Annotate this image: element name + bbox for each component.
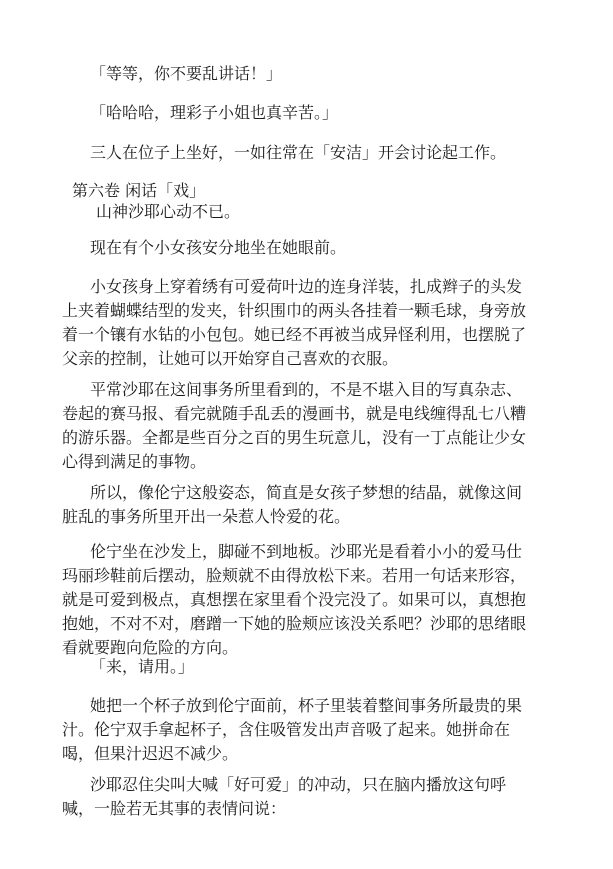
paragraph-juice bbox=[62, 694, 535, 766]
text-line: 看就要跑向危险的方向。 bbox=[62, 638, 239, 657]
text-line: 伦宁坐在沙发上，脚碰不到地板。沙耶光是看着小小的爱马仕 bbox=[90, 542, 523, 561]
text-line: 她把一个杯子放到伦宁面前，杯子里装着整间事务所最贵的果 bbox=[90, 696, 523, 715]
text-line: 脏乱的事务所里开出一朵惹人怜爱的花。 bbox=[62, 507, 351, 526]
dialogue-line-1: 「等等，你不要乱讲话！」 bbox=[90, 64, 283, 83]
paragraph-office-items bbox=[62, 378, 535, 474]
text-line: 抱她，不对不对，磨蹭一下她的脸颊应该没关系吧？沙耶的思绪眼 bbox=[62, 614, 527, 633]
text-line: 心得到满足的事物。 bbox=[62, 452, 207, 471]
text-line: 的游乐器。全都是些百分之百的男生玩意儿，没有一丁点能让少女 bbox=[62, 428, 527, 447]
paragraph-cute-urge bbox=[62, 773, 535, 821]
chapter-title: 第六卷 闲话「戏」 bbox=[72, 181, 206, 200]
text-line: 着一个镶有水钻的小包包。她已经不再被当成异怪利用，也摆脱了 bbox=[62, 325, 527, 344]
text-line: 沙耶忍住尖叫大喊「好可爱」的冲动，只在脑内播放这句呼 bbox=[90, 775, 507, 794]
dialogue-line-2: 「哈哈哈，理彩子小姐也真辛苦。」 bbox=[90, 103, 339, 122]
paragraph-dream-crystal bbox=[62, 481, 535, 529]
text-line: 卷起的赛马报、看完就随手乱丢的漫画书，就是电线缠得乱七八糟 bbox=[62, 404, 527, 423]
text-line: 上夹着蝴蝶结型的发夹，针织围巾的两头各挂着一颗毛球，身旁放 bbox=[62, 301, 527, 320]
text-line: 就是可爱到极点，真想摆在家里看个没完没了。如果可以，真想抱 bbox=[62, 590, 527, 609]
text-line: 喊，一脸若无其事的表情问说： bbox=[62, 799, 287, 818]
chapter-first-line: 山神沙耶心动不已。 bbox=[96, 202, 241, 221]
text-line: 父亲的控制，让她可以开始穿自己喜欢的衣服。 bbox=[62, 349, 399, 368]
dialogue-line-3: 「来，请用。」 bbox=[90, 657, 195, 676]
text-line: 汁。伦宁双手拿起杯子，含住吸管发出声音吸了起来。她拼命在 bbox=[62, 720, 511, 739]
paragraph-sofa bbox=[62, 540, 535, 660]
paragraph-girl-outfit bbox=[62, 275, 535, 371]
text-line: 喝，但果汁迟迟不减少。 bbox=[62, 744, 239, 763]
text-line: 平常沙耶在这间事务所里看到的，不是不堪入目的写真杂志、 bbox=[90, 380, 523, 399]
text-line: 所以，像伦宁这般姿态，简直是女孩子梦想的结晶，就像这间 bbox=[90, 483, 523, 502]
narration-line-1: 三人在位子上坐好，一如往常在「安洁」开会讨论起工作。 bbox=[90, 143, 507, 162]
paragraph-girl-sitting: 现在有个小女孩安分地坐在她眼前。 bbox=[90, 238, 347, 257]
text-line: 小女孩身上穿着绣有可爱荷叶边的连身洋装，扎成辫子的头发 bbox=[90, 277, 523, 296]
text-line: 玛丽珍鞋前后摆动，脸颊就不由得放松下来。若用一句话来形容， bbox=[62, 566, 527, 585]
